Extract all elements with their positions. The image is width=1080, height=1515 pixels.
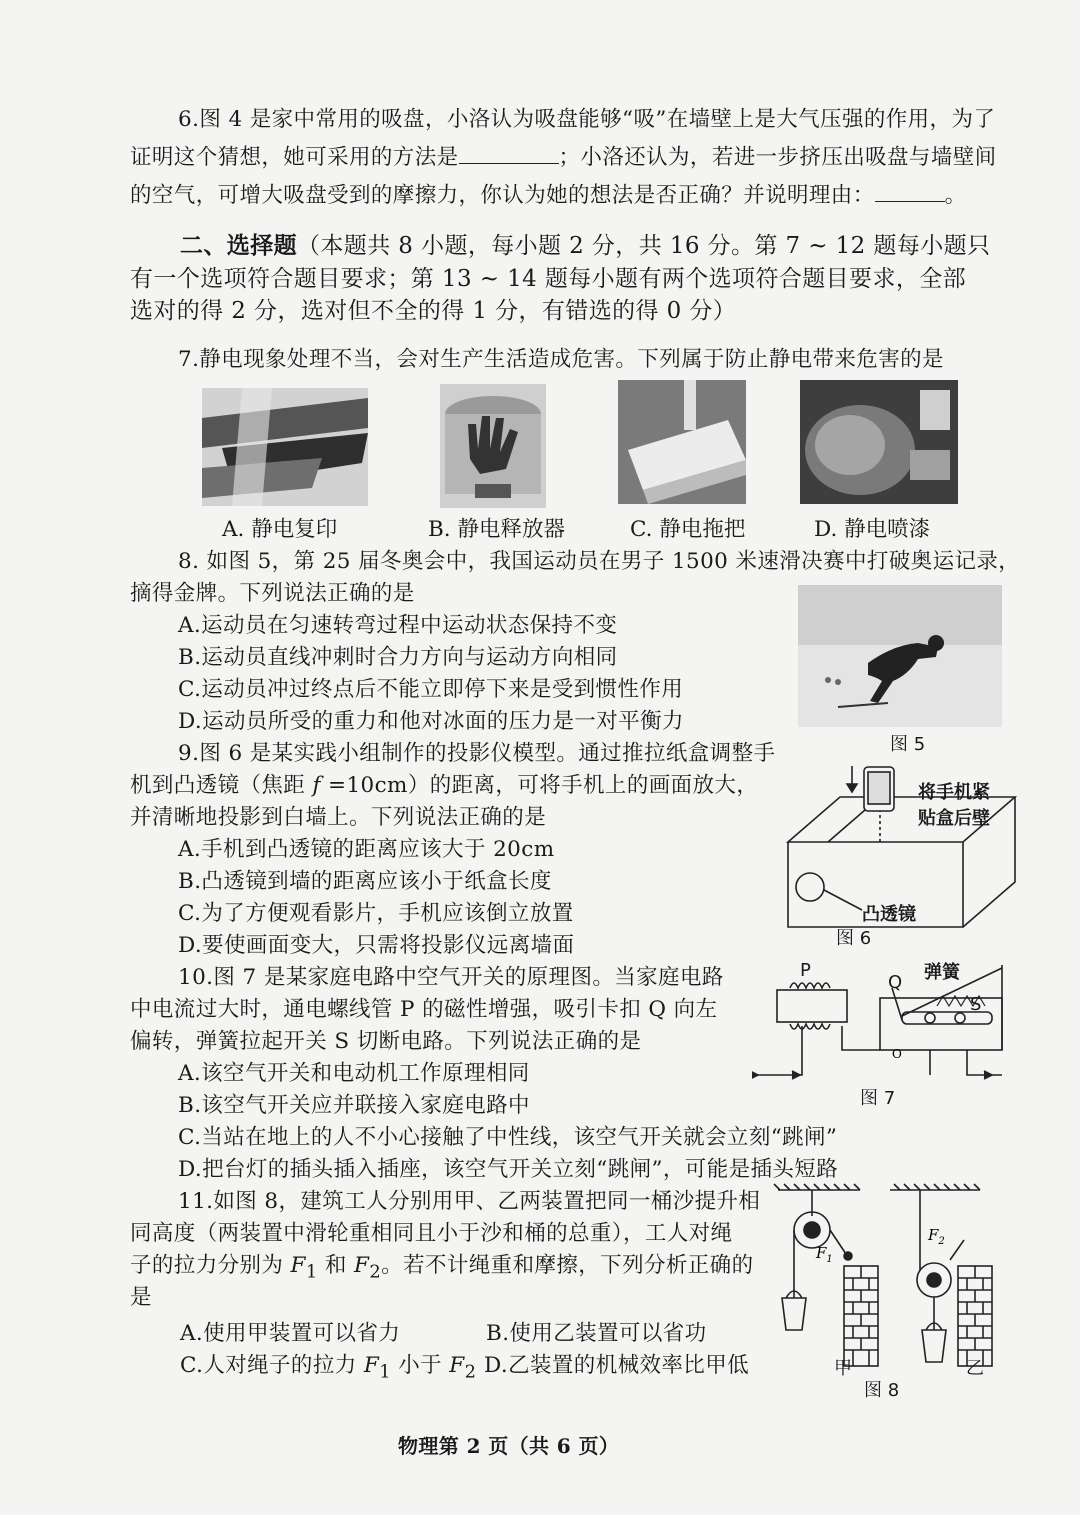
skater-drawing <box>798 585 1002 727</box>
q6-line3 <box>130 180 967 212</box>
photocopy-drawing <box>202 388 368 506</box>
force-subscript-c2: 2 <box>464 1361 477 1383</box>
q10-option-c[interactable]: C.当站在地上的人不小心接触了中性线，该空气开关就会立刻“跳闸” <box>178 1125 838 1150</box>
q9-option-d[interactable]: D.要使画面变大，只需将投影仪远离墙面 <box>178 933 575 958</box>
q6-line2-text: 证明这个猜想，她可采用的方法是 <box>130 145 459 170</box>
force-subscript-c1: 1 <box>379 1361 391 1383</box>
section2-line2: 有一个选项符合题目要求；第 13 ~ 14 题每小题有两个选项符合题目要求，全部 <box>130 266 967 292</box>
fig6-caption: 图 6 <box>836 928 872 949</box>
q8-option-a[interactable]: A.运动员在匀速转弯过程中运动状态保持不变 <box>178 613 618 638</box>
q11-and: 和 <box>317 1253 355 1278</box>
q9-option-c[interactable]: C.为了方便观看影片，手机应该倒立放置 <box>178 901 574 926</box>
q11-line2: 同高度（两装置中滑轮重相同且小于沙和桶的总重），工人对绳 <box>130 1221 733 1246</box>
q9-line2-text2: =10cm）的距离，可将手机上的画面放大， <box>320 773 759 798</box>
q7-stem: 7.静电现象处理不当，会对生产生活造成危害。下列属于防止静电带来危害的是 <box>178 347 944 372</box>
fig8-pulley-diagram <box>770 1180 1000 1380</box>
mop-drawing <box>618 380 746 504</box>
fig7-p-label: P <box>800 960 811 981</box>
discharger-image <box>440 384 546 508</box>
fig8-f2-label: $F_2$ <box>928 1226 945 1247</box>
force-subscript-1: 1 <box>305 1261 318 1283</box>
q11-line1: 11.如图 8，建筑工人分别用甲、乙两装置把同一桶沙提升相 <box>178 1189 761 1214</box>
q10-option-b[interactable]: B.该空气开关应并联接入家庭电路中 <box>178 1093 530 1118</box>
q10-line2: 中电流过大时，通电螺线管 P 的磁性增强，吸引卡扣 Q 向左 <box>130 997 718 1022</box>
discharger-drawing <box>440 384 546 508</box>
q11-option-c[interactable] <box>180 1350 476 1388</box>
fig8-yi-label: 乙 <box>966 1358 984 1379</box>
fig8-jia-label: 甲 <box>834 1358 852 1379</box>
fig7-circuit-breaker-diagram <box>752 960 1012 1080</box>
q11-option-d[interactable]: D.乙装置的机械效率比甲低 <box>484 1353 750 1378</box>
q6-line3-text: 的空气，可增大吸盘受到的摩擦力，你认为她的想法是否正确？并说明理由： <box>130 183 875 208</box>
fig6-label-line1: 将手机紧 <box>918 782 990 803</box>
q7-option-d[interactable]: D. 静电喷漆 <box>814 517 931 542</box>
fig5-caption: 图 5 <box>890 734 926 755</box>
q6-line3-end: 。 <box>944 183 967 208</box>
section2-line3: 选对的得 2 分，选对但不全的得 1 分，有错选的得 0 分） <box>130 298 737 324</box>
q9-line2 <box>130 770 758 802</box>
spray-paint-image <box>800 380 958 504</box>
page-footer: 物理第 2 页（共 6 页） <box>398 1434 620 1458</box>
q6-blank-2[interactable] <box>875 181 945 202</box>
q11-line3-text2: 。若不计绳重和摩擦，下列分析正确的 <box>381 1253 754 1278</box>
q11-line3-text: 子的拉力分别为 <box>130 1253 291 1278</box>
mop-image <box>618 380 746 504</box>
spray-paint-drawing <box>800 380 958 504</box>
q7-option-a[interactable]: A. 静电复印 <box>222 517 338 542</box>
q10-line1: 10.图 7 是某家庭电路中空气开关的原理图。当家庭电路 <box>178 965 724 990</box>
q10-line3: 偏转，弹簧拉起开关 S 切断电路。下列说法正确的是 <box>130 1029 642 1054</box>
q9-line3: 并清晰地投影到白墙上。下列说法正确的是 <box>130 805 547 830</box>
q8-option-c[interactable]: C.运动员冲过终点后不能立即停下来是受到惯性作用 <box>178 677 684 702</box>
photocopy-image <box>202 388 368 506</box>
q11-option-a[interactable]: A.使用甲装置可以省力 <box>180 1321 401 1346</box>
q11-line3 <box>130 1250 753 1288</box>
fig6-lens-label: 凸透镜 <box>862 904 916 925</box>
force-subscript-2: 2 <box>369 1261 382 1283</box>
fig8-f1-label: $F_1$ <box>816 1244 833 1265</box>
q6-blank-1[interactable] <box>459 143 559 164</box>
fig7-q-label: Q <box>888 972 903 993</box>
q8-line2: 摘得金牌。下列说法正确的是 <box>130 581 415 606</box>
fig7-o-label: O <box>892 1047 902 1061</box>
force-symbol-1: F <box>290 1253 306 1278</box>
q11-option-c-text: C.人对绳子的拉力 <box>180 1353 364 1378</box>
q11-line4: 是 <box>130 1285 152 1310</box>
section2-desc1: （本题共 8 小题，每小题 2 分，共 16 分。第 7 ~ 12 题每小题只 <box>297 233 991 259</box>
q8-option-b[interactable]: B.运动员直线冲刺时合力方向与运动方向相同 <box>178 645 618 670</box>
q9-option-b[interactable]: B.凸透镜到墙的距离应该小于纸盒长度 <box>178 869 552 894</box>
q10-option-a[interactable]: A.该空气开关和电动机工作原理相同 <box>178 1061 530 1086</box>
q6-line1: 6.图 4 是家中常用的吸盘，小洛认为吸盘能够“吸”在墙壁上是大气压强的作用，为了 <box>178 107 996 132</box>
focal-symbol: f <box>312 773 321 798</box>
q8-line1: 8. 如图 5，第 25 届冬奥会中，我国运动员在男子 1500 米速滑决赛中打破奥运记录， <box>178 549 1021 574</box>
fig7-s-label: S <box>970 994 982 1015</box>
q7-option-c[interactable]: C. 静电拖把 <box>630 517 746 542</box>
q11-option-c-text2: 小于 <box>390 1353 450 1378</box>
q8-option-d[interactable]: D.运动员所受的重力和他对冰面的压力是一对平衡力 <box>178 709 684 734</box>
q9-line2-text: 机到凸透镜（焦距 <box>130 773 313 798</box>
fig7-caption: 图 7 <box>860 1088 896 1109</box>
q6-line2 <box>130 142 997 174</box>
force-symbol-c1: F <box>363 1353 380 1378</box>
q11-option-b[interactable]: B.使用乙装置可以省功 <box>486 1321 707 1346</box>
q7-option-b[interactable]: B. 静电释放器 <box>428 517 565 542</box>
q9-line1: 9.图 6 是某实践小组制作的投影仪模型。通过推拉纸盒调整手 <box>178 741 776 766</box>
q6-line2-text2: ；小洛还认为，若进一步挤压出吸盘与墙壁间 <box>558 145 997 170</box>
q10-option-d[interactable]: D.把台灯的插头插入插座，该空气开关立刻“跳闸”，可能是插头短路 <box>178 1157 839 1182</box>
force-symbol-2: F <box>354 1253 370 1278</box>
fig8-caption: 图 8 <box>864 1380 900 1401</box>
section2-line1 <box>180 229 990 263</box>
skater-image <box>798 585 1002 727</box>
section2-title: 二、选择题 <box>180 232 297 259</box>
force-symbol-c2: F <box>449 1353 465 1378</box>
q9-option-a[interactable]: A.手机到凸透镜的距离应该大于 20cm <box>178 837 555 862</box>
fig7-spring-label: 弹簧 <box>924 962 960 983</box>
fig6-label-line2: 贴盒后壁 <box>918 808 990 829</box>
